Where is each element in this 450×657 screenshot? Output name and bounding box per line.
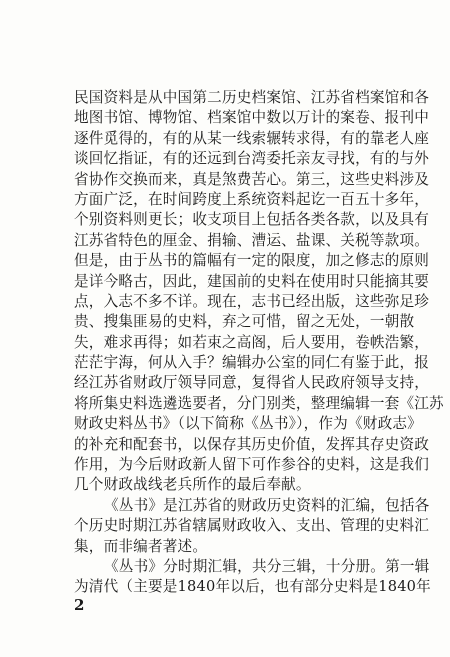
text-line: 茫茫宇海，何从入手？编辑办公室的同仁有鉴于此，报 [74,354,430,372]
text-line: 逐件觅得的，有的从某一线索辗转求得，有的靠老人座 [74,129,430,147]
text-line: 为清代（主要是1840年以后，也有部分史料是1840年 [74,578,431,596]
text-line: 但是，由于丛书的篇幅有一定的限度，加之修志的原则 [74,252,430,270]
text-line: 个别资料则更长；收支项目上包括各类各款，以及具有 [74,211,430,229]
text-line: 民国资料是从中国第二历史档案馆、江苏省档案馆和各 [74,89,430,106]
text-line: 谈回忆指证，有的还远到台湾委托亲友寻找，有的与外 [74,150,430,168]
text-line: 集，而非编者著述。 [74,537,208,555]
text-line: 将所集史料选遴选要者，分门别类，整理编辑一套《江苏 [74,394,444,412]
text-line: 《丛书》是江苏省的财政历史资料的汇编，包括各 [104,496,430,514]
text-line: 方面广泛，在时间跨度上系统资料起讫一百五十多年， [74,190,430,208]
text-line: 贵、搜集匪易的史料，弃之可惜，留之无处，一朝散 [74,313,415,331]
text-line: 是详今略古，因此，建国前的史料在使用时只能摘其要 [74,272,430,290]
paragraph-2 [74,496,430,557]
paragraph-3 [74,557,431,598]
page-number: 2 [74,596,85,614]
text-line: 作用，为今后财政新人留下可作参谷的史料，这是我们 [74,456,430,474]
text-line: 点，入志不多不详。现在，志书已经出版，这些弥足珍 [74,292,430,310]
text-line: 省协作交换而来，真是煞费苦心。第三，这些史料涉及 [74,170,430,188]
text-line: 《丛书》分时期汇辑，共分三辑，十分册。第一辑 [104,557,430,575]
paragraph-1 [74,88,444,496]
text-line: 江苏省特色的厘金、捐输、漕运、盐课、关税等款项。 [74,231,430,249]
text-line: 经江苏省财政厅领导同意，复得省人民政府领导支持， [74,374,430,392]
body-text [74,88,444,598]
text-line: 失，难求再得；如若束之高阁，后人要用，卷帙浩繁， [74,333,430,351]
text-line: 个历史时期江苏省辖属财政收入、支出、管理的史料汇 [74,517,430,535]
text-line: 财政史料丛书》（以下简称《丛书》），作为《财政志》 [74,415,422,433]
text-line: 的补充和配套书，以保存其历史价值，发挥其存史资政 [74,435,430,453]
text-line: 地图书馆、博物馆、档案馆中数以万计的案卷、报刊中 [74,109,430,127]
text-line: 几个财政战线老兵所作的最后奉献。 [74,476,311,494]
